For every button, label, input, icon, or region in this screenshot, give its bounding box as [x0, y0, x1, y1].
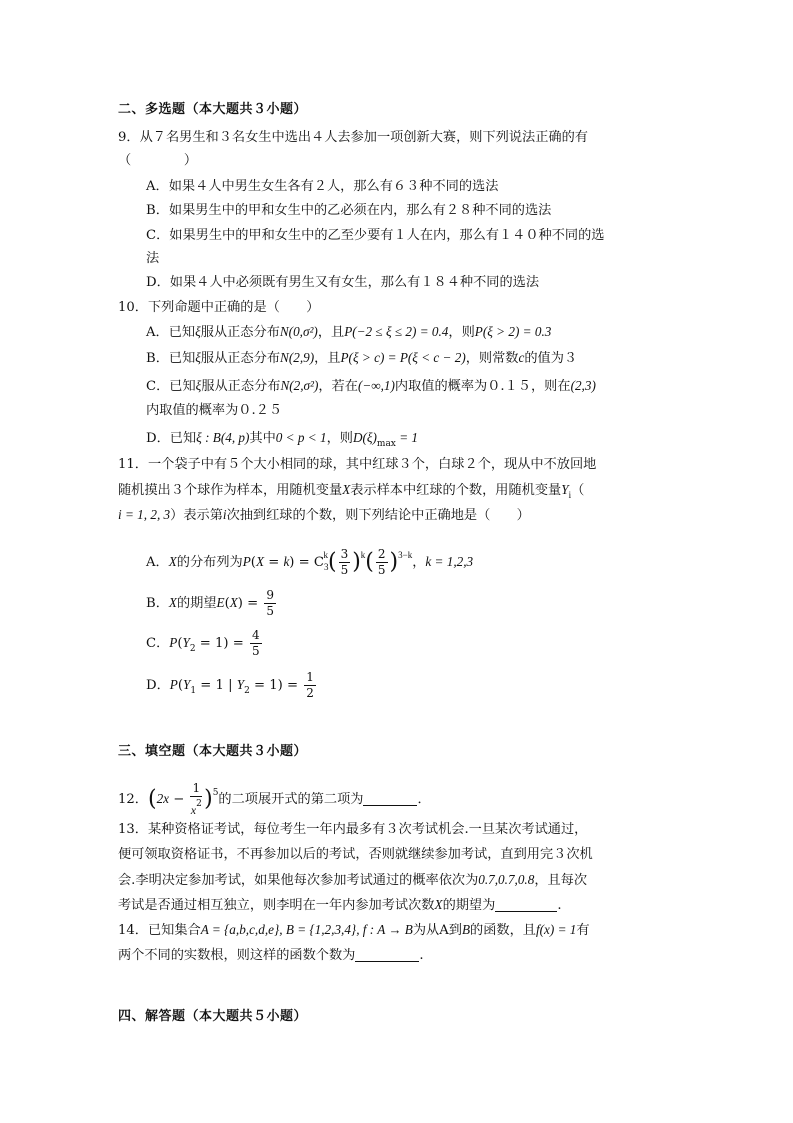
q11-line-3: i = 1, 2, 3）表示第i次抽到红球的个数，则下列结论中正确地是（ ） — [118, 507, 530, 523]
q13-line-2: 便可领取资格证书，不再参加以后的考试，否则就继续参加考试，直到用完３次机 — [118, 847, 593, 862]
q14-answer-blank[interactable] — [355, 947, 419, 962]
q10-stem: 10．下列命题中正确的是（ ） — [118, 300, 320, 315]
q9-option-d: D．如果４人中必须既有男生又有女生，那么有１８４种不同的选法 — [146, 275, 540, 290]
q10-option-c: C．已知ξ服从正态分布N(2,σ²)，若在(−∞,1)内取值的概率为０.１５，则在(2,3) — [146, 378, 596, 394]
q11-line-1: 11．一个袋子中有５个大小相同的球，其中红球３个，白球２个，现从中不放回地 — [118, 457, 597, 472]
q9-option-b: B．如果男生中的甲和女生中的乙必须在内，那么有２８种不同的选法 — [146, 203, 552, 218]
q13-answer-blank[interactable] — [495, 897, 557, 912]
q11-line-2: 随机摸出３个球作为样本，用随机变量X表示样本中红球的个数，用随机变量$Y_i$（ — [118, 482, 585, 500]
section-title-multiple-choice: 二、多选题（本大题共３小题） — [118, 102, 308, 117]
q11-option-b: B．X的期望E(X) = $\frac{9}{5}$ — [146, 588, 275, 618]
q12-line: 12．(2x − $\frac{1}{x^2}$ )$^5$的二项展开式的第二项为 ． — [118, 781, 431, 817]
section-title-solution: 四、解答题（本大题共５小题） — [118, 1009, 308, 1024]
q9-option-c-cont: 法 — [146, 251, 160, 266]
q13-line-3: 会.李明决定参加考试，如果他每次参加考试通过的概率依次为0.7,0.7,0.8，且每次 — [118, 872, 588, 888]
q11-option-a: A．X的分布列为$P(X = k) = C_3^k$( $\frac{3}{5}$ )$^k$( $\frac{2}{5}$ )$^{3-k}$，k = 1,2,3 — [146, 547, 474, 577]
q10-option-c-cont: 内取值的概率为０.２５ — [146, 403, 283, 418]
q10-option-d: D．已知ξ : B(4, p)其中0 < p < 1，则$D(\xi)_{max} = 1$ — [146, 430, 418, 449]
q14-line-2: 两个不同的实数根，则这样的函数个数为 . — [118, 948, 424, 963]
q11-option-d: D．$P(Y_1 = 1$ | $Y_2 = 1$) = $\frac{1}{2}$ — [146, 670, 314, 700]
q14-line-1: 14．已知集合A = {a,b,c,d,e}, B = {1,2,3,4}, f : A → B为从A到B的函数，且f(x) = 1有 — [118, 922, 590, 938]
q10-option-a: A．已知ξ服从正态分布N(0,σ²)，且P(−2 ≤ ξ ≤ 2) = 0.4，则P(ξ > 2) = 0.3 — [146, 324, 552, 340]
q9-answer-paren: （ ） — [118, 153, 198, 168]
q9-option-c: C．如果男生中的甲和女生中的乙至少要有１人在内，那么有１４０种不同的选 — [146, 228, 605, 243]
q13-line-1: 13．某种资格证考试，每位考生一年内最多有３次考试机会.一旦某次考试通过， — [118, 822, 588, 837]
q12-answer-blank[interactable] — [363, 791, 417, 806]
q9-option-a: A．如果４人中男生女生各有２人，那么有６３种不同的选法 — [146, 179, 499, 194]
q9-stem: 9．从７名男生和３名女生中选出４人去参加一项创新大赛，则下列说法正确的有 — [118, 130, 588, 145]
section-title-fill-in: 三、填空题（本大题共３小题） — [118, 744, 308, 759]
q10-option-b: B．已知ξ服从正态分布N(2,9)，且P(ξ > c) = P(ξ < c − 2)，则常数c的值为３ — [146, 350, 578, 366]
q11-option-c: C．$P(Y_2 = 1)$ = $\frac{4}{5}$ — [146, 628, 260, 658]
q13-line-4: 考试是否通过相互独立，则李明在一年内参加考试次数X的期望为 . — [118, 897, 562, 913]
